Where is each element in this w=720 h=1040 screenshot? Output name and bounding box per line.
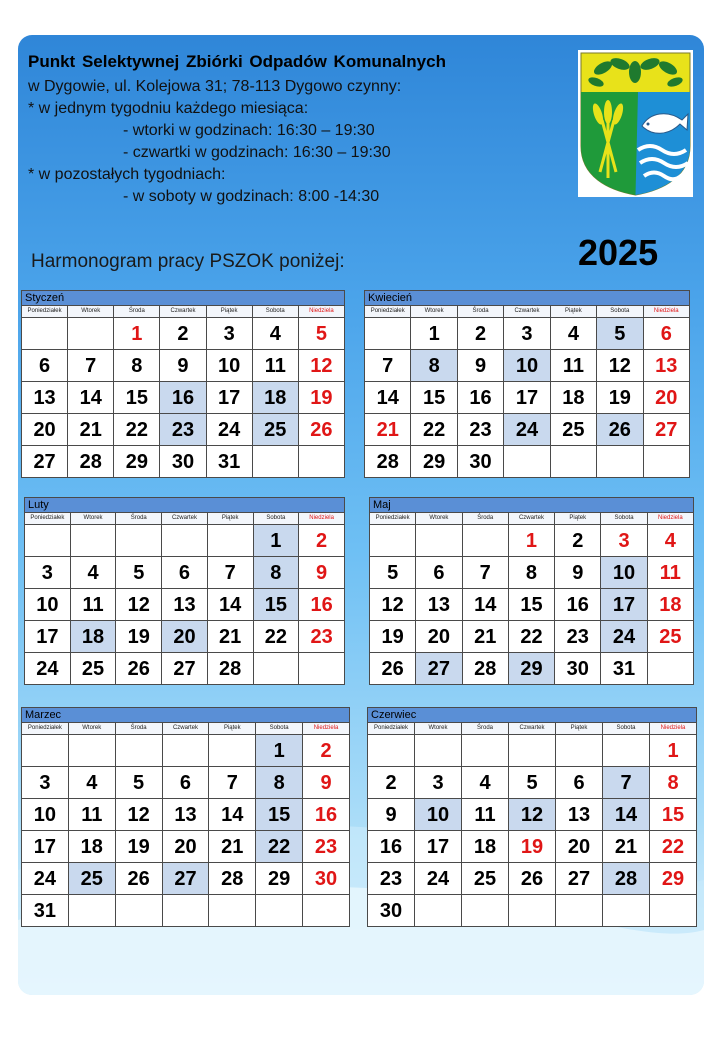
- day-cell: 17: [504, 382, 550, 414]
- day-cell: 19: [370, 621, 416, 653]
- day-cell: 27: [22, 446, 68, 478]
- day-cell: 9: [299, 557, 345, 589]
- weekday-header: Sobota: [252, 306, 298, 318]
- weekday-header: Piątek: [207, 513, 253, 525]
- empty-day-cell: [25, 525, 71, 557]
- day-cell: 22: [411, 414, 457, 446]
- day-cell: 18: [647, 589, 693, 621]
- day-cell: 23: [368, 863, 415, 895]
- day-cell: 10: [22, 799, 69, 831]
- day-cell: 17: [22, 831, 69, 863]
- day-cell: 5: [116, 557, 162, 589]
- day-cell: 26: [298, 414, 344, 446]
- empty-day-cell: [556, 895, 603, 927]
- day-cell: 15: [508, 589, 554, 621]
- day-cell: 30: [368, 895, 415, 927]
- day-cell: 26: [370, 653, 416, 685]
- month-title: Kwiecień: [365, 291, 690, 306]
- day-cell: 6: [22, 350, 68, 382]
- day-cell: 26: [597, 414, 643, 446]
- day-cell: 7: [365, 350, 411, 382]
- empty-day-cell: [509, 735, 556, 767]
- day-cell: 12: [597, 350, 643, 382]
- empty-day-cell: [253, 653, 299, 685]
- empty-day-cell: [415, 735, 462, 767]
- day-cell: 29: [650, 863, 697, 895]
- empty-day-cell: [603, 735, 650, 767]
- day-cell: 8: [256, 767, 303, 799]
- empty-day-cell: [643, 446, 689, 478]
- day-cell: 22: [650, 831, 697, 863]
- day-cell: 28: [209, 863, 256, 895]
- day-cell: 16: [160, 382, 206, 414]
- day-cell: 6: [643, 318, 689, 350]
- day-cell: 3: [22, 767, 69, 799]
- day-cell: 23: [160, 414, 206, 446]
- day-cell: 4: [550, 318, 596, 350]
- day-cell: 7: [603, 767, 650, 799]
- day-cell: 3: [206, 318, 252, 350]
- day-cell: 18: [462, 831, 509, 863]
- day-cell: 23: [555, 621, 601, 653]
- empty-day-cell: [462, 735, 509, 767]
- day-cell: 30: [303, 863, 350, 895]
- day-cell: 11: [68, 799, 115, 831]
- month-title: Luty: [25, 498, 345, 513]
- day-cell: 8: [411, 350, 457, 382]
- schedule-label: Harmonogram pracy PSZOK poniżej:: [31, 251, 345, 272]
- day-cell: 18: [70, 621, 116, 653]
- weekday-header: Wtorek: [68, 306, 114, 318]
- weekday-header: Niedziela: [299, 513, 345, 525]
- day-cell: 17: [25, 621, 71, 653]
- weekday-header: Poniedziałek: [22, 723, 69, 735]
- day-cell: 4: [647, 525, 693, 557]
- day-cell: 9: [303, 767, 350, 799]
- weekday-header: Piątek: [206, 306, 252, 318]
- weekday-header: Czwartek: [508, 513, 554, 525]
- day-cell: 16: [299, 589, 345, 621]
- day-cell: 7: [207, 557, 253, 589]
- empty-day-cell: [22, 318, 68, 350]
- empty-day-cell: [368, 735, 415, 767]
- day-cell: 14: [207, 589, 253, 621]
- day-cell: 8: [508, 557, 554, 589]
- empty-day-cell: [209, 735, 256, 767]
- day-cell: 12: [298, 350, 344, 382]
- day-cell: 19: [298, 382, 344, 414]
- day-cell: 7: [68, 350, 114, 382]
- day-cell: 5: [509, 767, 556, 799]
- day-cell: 20: [556, 831, 603, 863]
- day-cell: 4: [252, 318, 298, 350]
- day-cell: 5: [115, 767, 162, 799]
- day-cell: 10: [206, 350, 252, 382]
- calendar-month: [21, 707, 350, 927]
- day-cell: 23: [299, 621, 345, 653]
- empty-day-cell: [415, 895, 462, 927]
- day-cell: 14: [603, 799, 650, 831]
- empty-day-cell: [365, 318, 411, 350]
- weekday-header: Środa: [116, 513, 162, 525]
- day-cell: 20: [22, 414, 68, 446]
- weekday-header: Piątek: [209, 723, 256, 735]
- empty-day-cell: [603, 895, 650, 927]
- empty-day-cell: [162, 525, 208, 557]
- day-cell: 11: [647, 557, 693, 589]
- day-cell: 2: [160, 318, 206, 350]
- day-cell: 17: [601, 589, 647, 621]
- weekday-header: Wtorek: [416, 513, 462, 525]
- day-cell: 15: [114, 382, 160, 414]
- day-cell: 24: [22, 863, 69, 895]
- month-title: Maj: [370, 498, 694, 513]
- day-cell: 24: [601, 621, 647, 653]
- day-cell: 5: [298, 318, 344, 350]
- day-cell: 12: [370, 589, 416, 621]
- day-cell: 28: [462, 653, 508, 685]
- year-label: 2025: [578, 232, 659, 273]
- header-title: Punkt Selektywnej Zbiórki Odpadów Komunalnych: [28, 52, 446, 71]
- day-cell: 5: [597, 318, 643, 350]
- weekday-header: Niedziela: [650, 723, 697, 735]
- day-cell: 8: [650, 767, 697, 799]
- month-title: Marzec: [22, 708, 350, 723]
- weekday-header: Wtorek: [68, 723, 115, 735]
- weekday-header: Czwartek: [509, 723, 556, 735]
- tuesday-hours-line: - wtorki w godzinach: 16:30 – 19:30: [123, 122, 375, 139]
- weekday-header: Środa: [457, 306, 503, 318]
- day-cell: 2: [299, 525, 345, 557]
- weekday-header: Piątek: [555, 513, 601, 525]
- day-cell: 25: [647, 621, 693, 653]
- day-cell: 8: [114, 350, 160, 382]
- day-cell: 28: [68, 446, 114, 478]
- day-cell: 6: [162, 557, 208, 589]
- day-cell: 21: [462, 621, 508, 653]
- empty-day-cell: [504, 446, 550, 478]
- day-cell: 3: [25, 557, 71, 589]
- saturday-hours-line: - w soboty w godzinach: 8:00 -14:30: [123, 188, 380, 205]
- day-cell: 26: [509, 863, 556, 895]
- month-title: Styczeń: [22, 291, 345, 306]
- day-cell: 21: [68, 414, 114, 446]
- day-cell: 19: [597, 382, 643, 414]
- day-cell: 24: [25, 653, 71, 685]
- day-cell: 13: [162, 799, 209, 831]
- empty-day-cell: [207, 525, 253, 557]
- day-cell: 25: [252, 414, 298, 446]
- day-cell: 20: [162, 621, 208, 653]
- day-cell: 3: [601, 525, 647, 557]
- day-cell: 28: [365, 446, 411, 478]
- day-cell: 19: [509, 831, 556, 863]
- day-cell: 31: [22, 895, 69, 927]
- day-cell: 9: [368, 799, 415, 831]
- day-cell: 15: [650, 799, 697, 831]
- day-cell: 16: [368, 831, 415, 863]
- weekday-header: Czwartek: [160, 306, 206, 318]
- day-cell: 6: [416, 557, 462, 589]
- empty-day-cell: [209, 895, 256, 927]
- day-cell: 3: [415, 767, 462, 799]
- address-line: w Dygowie, ul. Kolejowa 31; 78-113 Dygowo czynny:: [28, 78, 402, 95]
- day-cell: 17: [206, 382, 252, 414]
- day-cell: 28: [207, 653, 253, 685]
- weekly-schedule-line: * w jednym tygodniu każdego miesiąca:: [28, 100, 309, 117]
- day-cell: 29: [508, 653, 554, 685]
- calendar-month: [364, 290, 690, 478]
- day-cell: 9: [457, 350, 503, 382]
- weekday-header: Niedziela: [647, 513, 693, 525]
- calendar-month: [367, 707, 697, 927]
- weekday-header: Środa: [115, 723, 162, 735]
- day-cell: 13: [162, 589, 208, 621]
- day-cell: 11: [462, 799, 509, 831]
- day-cell: 7: [209, 767, 256, 799]
- day-cell: 23: [303, 831, 350, 863]
- day-cell: 25: [70, 653, 116, 685]
- day-cell: 9: [160, 350, 206, 382]
- day-cell: 12: [116, 589, 162, 621]
- day-cell: 26: [116, 653, 162, 685]
- empty-day-cell: [252, 446, 298, 478]
- empty-day-cell: [416, 525, 462, 557]
- day-cell: 24: [206, 414, 252, 446]
- weekday-header: Sobota: [253, 513, 299, 525]
- day-cell: 21: [365, 414, 411, 446]
- empty-day-cell: [370, 525, 416, 557]
- day-cell: 12: [509, 799, 556, 831]
- empty-day-cell: [303, 895, 350, 927]
- day-cell: 11: [70, 589, 116, 621]
- day-cell: 2: [303, 735, 350, 767]
- day-cell: 15: [253, 589, 299, 621]
- day-cell: 9: [555, 557, 601, 589]
- empty-day-cell: [162, 735, 209, 767]
- day-cell: 16: [457, 382, 503, 414]
- empty-day-cell: [647, 653, 693, 685]
- empty-day-cell: [115, 895, 162, 927]
- day-cell: 1: [650, 735, 697, 767]
- day-cell: 28: [603, 863, 650, 895]
- day-cell: 1: [508, 525, 554, 557]
- empty-day-cell: [550, 446, 596, 478]
- day-cell: 13: [22, 382, 68, 414]
- day-cell: 31: [601, 653, 647, 685]
- weekday-header: Poniedziałek: [368, 723, 415, 735]
- calendar-month: [369, 497, 694, 685]
- day-cell: 20: [643, 382, 689, 414]
- other-weeks-line: * w pozostałych tygodniach:: [28, 166, 226, 183]
- day-cell: 5: [370, 557, 416, 589]
- weekday-header: Poniedziałek: [365, 306, 411, 318]
- empty-day-cell: [462, 895, 509, 927]
- day-cell: 4: [70, 557, 116, 589]
- calendar-month: [21, 290, 345, 478]
- empty-day-cell: [68, 735, 115, 767]
- coat-of-arms-icon: [578, 50, 693, 197]
- empty-day-cell: [256, 895, 303, 927]
- weekday-header: Sobota: [601, 513, 647, 525]
- day-cell: 25: [462, 863, 509, 895]
- weekday-header: Niedziela: [643, 306, 689, 318]
- day-cell: 15: [256, 799, 303, 831]
- empty-day-cell: [70, 525, 116, 557]
- day-cell: 1: [114, 318, 160, 350]
- weekday-header: Środa: [114, 306, 160, 318]
- day-cell: 31: [206, 446, 252, 478]
- weekday-header: Czwartek: [162, 723, 209, 735]
- day-cell: 16: [555, 589, 601, 621]
- weekday-header: Wtorek: [411, 306, 457, 318]
- day-cell: 27: [416, 653, 462, 685]
- day-cell: 21: [209, 831, 256, 863]
- day-cell: 25: [550, 414, 596, 446]
- day-cell: 12: [115, 799, 162, 831]
- day-cell: 1: [411, 318, 457, 350]
- day-cell: 13: [556, 799, 603, 831]
- empty-day-cell: [22, 735, 69, 767]
- day-cell: 19: [116, 621, 162, 653]
- weekday-header: Wtorek: [70, 513, 116, 525]
- weekday-header: Wtorek: [415, 723, 462, 735]
- day-cell: 22: [508, 621, 554, 653]
- empty-day-cell: [597, 446, 643, 478]
- empty-day-cell: [462, 525, 508, 557]
- weekday-header: Niedziela: [298, 306, 344, 318]
- empty-day-cell: [116, 525, 162, 557]
- weekday-header: Poniedziałek: [22, 306, 68, 318]
- weekday-header: Piątek: [550, 306, 596, 318]
- empty-day-cell: [298, 446, 344, 478]
- day-cell: 2: [555, 525, 601, 557]
- day-cell: 2: [457, 318, 503, 350]
- empty-day-cell: [650, 895, 697, 927]
- day-cell: 17: [415, 831, 462, 863]
- thursday-hours-line: - czwartki w godzinach: 16:30 – 19:30: [123, 144, 391, 161]
- day-cell: 4: [68, 767, 115, 799]
- day-cell: 23: [457, 414, 503, 446]
- empty-day-cell: [68, 318, 114, 350]
- day-cell: 30: [457, 446, 503, 478]
- day-cell: 21: [207, 621, 253, 653]
- day-cell: 18: [252, 382, 298, 414]
- day-cell: 29: [114, 446, 160, 478]
- day-cell: 10: [25, 589, 71, 621]
- day-cell: 29: [256, 863, 303, 895]
- day-cell: 13: [643, 350, 689, 382]
- day-cell: 10: [601, 557, 647, 589]
- day-cell: 10: [415, 799, 462, 831]
- weekday-header: Poniedziałek: [370, 513, 416, 525]
- day-cell: 2: [368, 767, 415, 799]
- empty-day-cell: [509, 895, 556, 927]
- day-cell: 25: [68, 863, 115, 895]
- month-title: Czerwiec: [368, 708, 697, 723]
- day-cell: 27: [556, 863, 603, 895]
- weekday-header: Niedziela: [303, 723, 350, 735]
- day-cell: 22: [256, 831, 303, 863]
- day-cell: 6: [162, 767, 209, 799]
- empty-day-cell: [115, 735, 162, 767]
- day-cell: 29: [411, 446, 457, 478]
- day-cell: 6: [556, 767, 603, 799]
- calendar-month: [24, 497, 345, 685]
- day-cell: 16: [303, 799, 350, 831]
- day-cell: 14: [68, 382, 114, 414]
- day-cell: 30: [555, 653, 601, 685]
- day-cell: 21: [603, 831, 650, 863]
- weekday-header: Poniedziałek: [25, 513, 71, 525]
- day-cell: 18: [550, 382, 596, 414]
- day-cell: 1: [253, 525, 299, 557]
- weekday-header: Piątek: [556, 723, 603, 735]
- day-cell: 30: [160, 446, 206, 478]
- day-cell: 13: [416, 589, 462, 621]
- weekday-header: Środa: [462, 723, 509, 735]
- day-cell: 20: [162, 831, 209, 863]
- day-cell: 14: [462, 589, 508, 621]
- day-cell: 3: [504, 318, 550, 350]
- day-cell: 24: [504, 414, 550, 446]
- weekday-header: Środa: [462, 513, 508, 525]
- day-cell: 14: [209, 799, 256, 831]
- day-cell: 27: [643, 414, 689, 446]
- day-cell: 10: [504, 350, 550, 382]
- weekday-header: Sobota: [603, 723, 650, 735]
- day-cell: 11: [550, 350, 596, 382]
- day-cell: 8: [253, 557, 299, 589]
- day-cell: 1: [256, 735, 303, 767]
- day-cell: 27: [162, 863, 209, 895]
- day-cell: 27: [162, 653, 208, 685]
- weekday-header: Czwartek: [504, 306, 550, 318]
- day-cell: 4: [462, 767, 509, 799]
- weekday-header: Czwartek: [162, 513, 208, 525]
- day-cell: 18: [68, 831, 115, 863]
- day-cell: 15: [411, 382, 457, 414]
- day-cell: 11: [252, 350, 298, 382]
- empty-day-cell: [299, 653, 345, 685]
- day-cell: 7: [462, 557, 508, 589]
- weekday-header: Sobota: [256, 723, 303, 735]
- day-cell: 20: [416, 621, 462, 653]
- empty-day-cell: [556, 735, 603, 767]
- day-cell: 14: [365, 382, 411, 414]
- empty-day-cell: [162, 895, 209, 927]
- weekday-header: Sobota: [597, 306, 643, 318]
- day-cell: 19: [115, 831, 162, 863]
- day-cell: 26: [115, 863, 162, 895]
- empty-day-cell: [68, 895, 115, 927]
- day-cell: 24: [415, 863, 462, 895]
- day-cell: 22: [253, 621, 299, 653]
- day-cell: 22: [114, 414, 160, 446]
